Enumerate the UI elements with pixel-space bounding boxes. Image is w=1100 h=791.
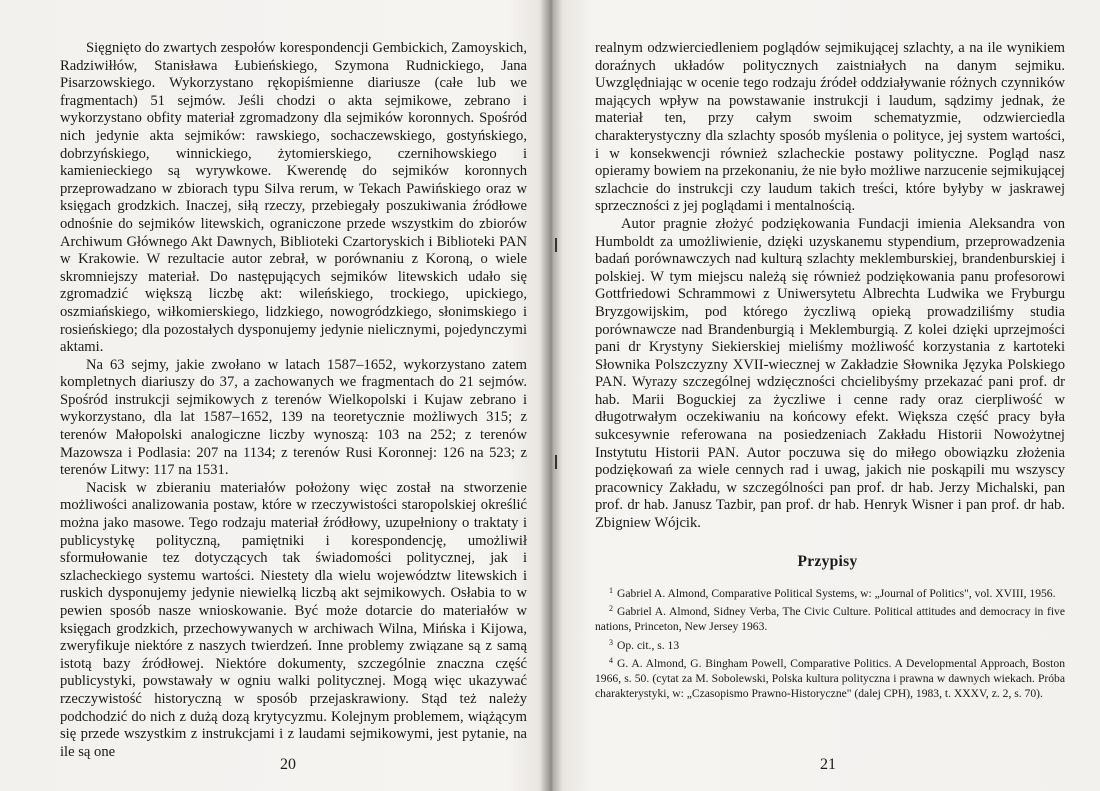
paragraph: Autor pragnie złożyć podziękowania Fundacji imienia Aleksandra von Humboldt za umożliwienie, dzięki uzyskanemu stypendium, przeprowadzenia badań porównawczych nad kulturą szlachty meklemburskiej, brandenburskiej i polskiej. W tym miejscu należą się również podziękowania panu profesorowi Gottfriedowi Schrammowi z Uniwersytetu Albrechta Ludwika we Fryburgu Bryzgowijskim, pod którego życzliwą opieką prowadziliśmy studia porównawcze nad Brandenburgią i Meklemburgią. Z kolei dzięki uprzejmości pani dr Krystyny Siekierskiej mieliśmy możliwość korzystania z kartoteki Słownika Polszczyzny XVII-wiecznej w Zakładzie Słownika Języka Polskiego PAN. Wyrazy szczególnej wdzięczności chcielibyśmy przekazać pani prof. dr hab. Marii Boguckiej za życzliwe i cenne rady oraz cierpliwość w długotrwałym oczekiwaniu na końcowy efekt. Większa część pracy była sukcesywnie referowana na posiedzeniach Zakładu Historii Nowożytnej Instytutu Historii PAN. Autor poczuwa się do miłego obowiązku złożenia podziękowań za wiele cennych rad i uwag, jakich nie poskąpili mu wszyscy pracownicy Zakładu, w szczególności pan prof. dr hab. Jerzy Michalski, pan prof. dr hab. Janusz Tazbir, pan prof. dr hab. Henryk Wisner i pan prof. dr hab. Zbigniew Wójcik. [595, 215, 1065, 532]
footnote [595, 635, 1065, 653]
footnote-text: Gabriel A. Almond, Sidney Verba, The Civic Culture. Political attitudes and democracy in five nations, Princeton, New Jersey 1963. [595, 605, 1065, 634]
footnote-number: 2 [609, 604, 613, 614]
footnote [595, 601, 1065, 634]
page-number: 20 [280, 756, 296, 773]
footnote-number: 1 [609, 586, 613, 595]
footnote-number: 3 [609, 637, 613, 647]
margin-mark [555, 238, 557, 252]
paragraph: Na 63 sejmy, jakie zwołano w latach 1587–1652, wykorzystano zatem kompletnych diariuszy do 37, a zachowanych we fragmentach do 21 sejmów. Spośród instrukcji sejmikowych z terenów Wielkopolski i Kujaw zebrano i wykorzystano, dla lat 1587–1652, 139 na teoretycznie możliwych 315; z terenów Małopolski analogiczne liczby wynoszą: 103 na 252; z terenów Mazowsza i Podlasia: 207 na 1134; z terenów Rusi Koronnej: 126 na 523; z terenów Litwy: 117 na 1531. [60, 356, 527, 479]
footnote-text: G. A. Almond, G. Bingham Powell, Comparative Politics. A Developmental Approach, Boston 1966, s. 50. (cytat za M. Sobolewski, Polska kultura polityczna i prawna w dawnych wiekach. Próba charakterystyki, w: „Czasopismo Prawno-Historyczne" (dalej CPH), 1983, t. XXXV, z. 2, s. 70). [595, 656, 1065, 701]
left-page-text [60, 40, 527, 761]
paragraph: Nacisk w zbieraniu materiałów położony więc został na stworzenie możliwości analizowania postaw, które w rzeczywistości staropolskiej określić można jako masowe. Tego rodzaju materiał źródłowy, uzupełniony o traktaty i publicystykę polityczną, pamiętniki i korespondencję, umożliwił sformułowanie tez dotyczących tak świadomości politycznej, jak i szlacheckiego systemu wartości. Niestety dla wielu województw litewskich i ruskich dysponujemy jedynie niewielką liczbą akt sejmikowych. Osłabia to w pewien sposób nasze wnioskowanie. Być może dotarcie do materiałów w księgach grodzkich, przechowywanych w archiwach Wilna, Mińska i Kijowa, zweryfikuje niektóre z naszych twierdzeń. Inne problemy związane są z samą istotą bazy źródłowej. Niektóre dokumenty, szczególnie znaczna część publicystyki, powstawały w ogniu walki politycznej. Mogą więc ukazywać rzeczywistość historyczną w sposób przejaskrawiony. Stąd też należy podchodzić do nich z dużą dozą krytycyzmu. Kolejnym problemem, wiążącym się przede wszystkim z instrukcjami i z laudami sejmikowymi, jest pytanie, na ile są one [60, 479, 527, 760]
margin-mark [555, 455, 557, 469]
footnote-text: Gabriel A. Almond, Comparative Political Systems, w: „Journal of Politics", vol. XVIII, 1956. [617, 587, 1056, 600]
paragraph: realnym odzwierciedleniem poglądów sejmikującej szlachty, a na ile wynikiem doraźnych układów politycznych zaistniałych na danym sejmiku. Uwzględniając w ocenie tego rodzaju źródeł oddziaływanie różnych czynników mających wpływ na powstawanie instrukcji i laudum, sądzimy jednak, że materiał ten, przy całym swoim schematyzmie, odzwierciedla charakterystyczny dla szlachty sposób myślenia o polityce, jej system wartości, i w konsekwencji również szlacheckie postawy polityczne. Pogląd nasz opieramy bowiem na przekonaniu, że nie było możliwe narzucenie sejmikującej szlachcie do instrukcji czy laudum takich treści, które byłyby w jaskrawej sprzeczności z jej poglądami i mentalnością. [595, 40, 1065, 215]
footnote [595, 653, 1065, 702]
notes-heading: Przypisy [797, 553, 858, 570]
footnote-text: Op. cit., s. 13 [617, 638, 680, 652]
right-page [555, 0, 1100, 791]
right-page-text [595, 40, 1065, 533]
footnote-number: 4 [609, 655, 613, 665]
left-page [0, 0, 545, 791]
paragraph: Sięgnięto do zwartych zespołów korespondencji Gembickich, Zamoyskich, Radziwiłłów, Stanisława Łubieńskiego, Szymona Rudnickiego, Jana Pisarzowskiego. Wykorzystano rękopiśmienne diariusze (całe lub we fragmentach) 51 sejmów. Jeśli chodzi o akta sejmikowe, zebrano i wykorzystano obfity materiał zgromadzony dla sejmików koronnych. Spośród nich jedynie akta sejmików: rawskiego, sochaczewskiego, gostyńskiego, dobrzyńskiego, winnickiego, żytomierskiego, czernihowskiego i kamienieckiego są wyrywkowe. Kwerendę do sejmików koronnych przeprowadzano w zbiorach typu Silva rerum, w Tekach Pawińskiego oraz w księgach grodzkich. Inaczej, siłą rzeczy, przebiegały poszukiwania źródłowe odnośnie do sejmików litewskich, ograniczone przede wszystkim do zbiorów Archiwum Głównego Akt Dawnych, Biblioteki Czartoryskich i Biblioteki PAN w Krakowie. W rezultacie autor zebrał, w porównaniu z Koroną, o wiele skromniejszy materiał. Do następujących sejmików litewskich udało się zgromadzić większą liczbę akt: wileńskiego, trockiego, upickiego, oszmiańskiego, wiłkomierskiego, lidzkiego, nowogródzkiego, słonimskiego i rosieńskiego; dla pozostałych dysponujemy jedynie nielicznymi, pojedynczymi aktami. [60, 40, 527, 356]
footnote [595, 583, 1065, 601]
page-number: 21 [820, 756, 836, 773]
footnotes [595, 583, 1065, 701]
